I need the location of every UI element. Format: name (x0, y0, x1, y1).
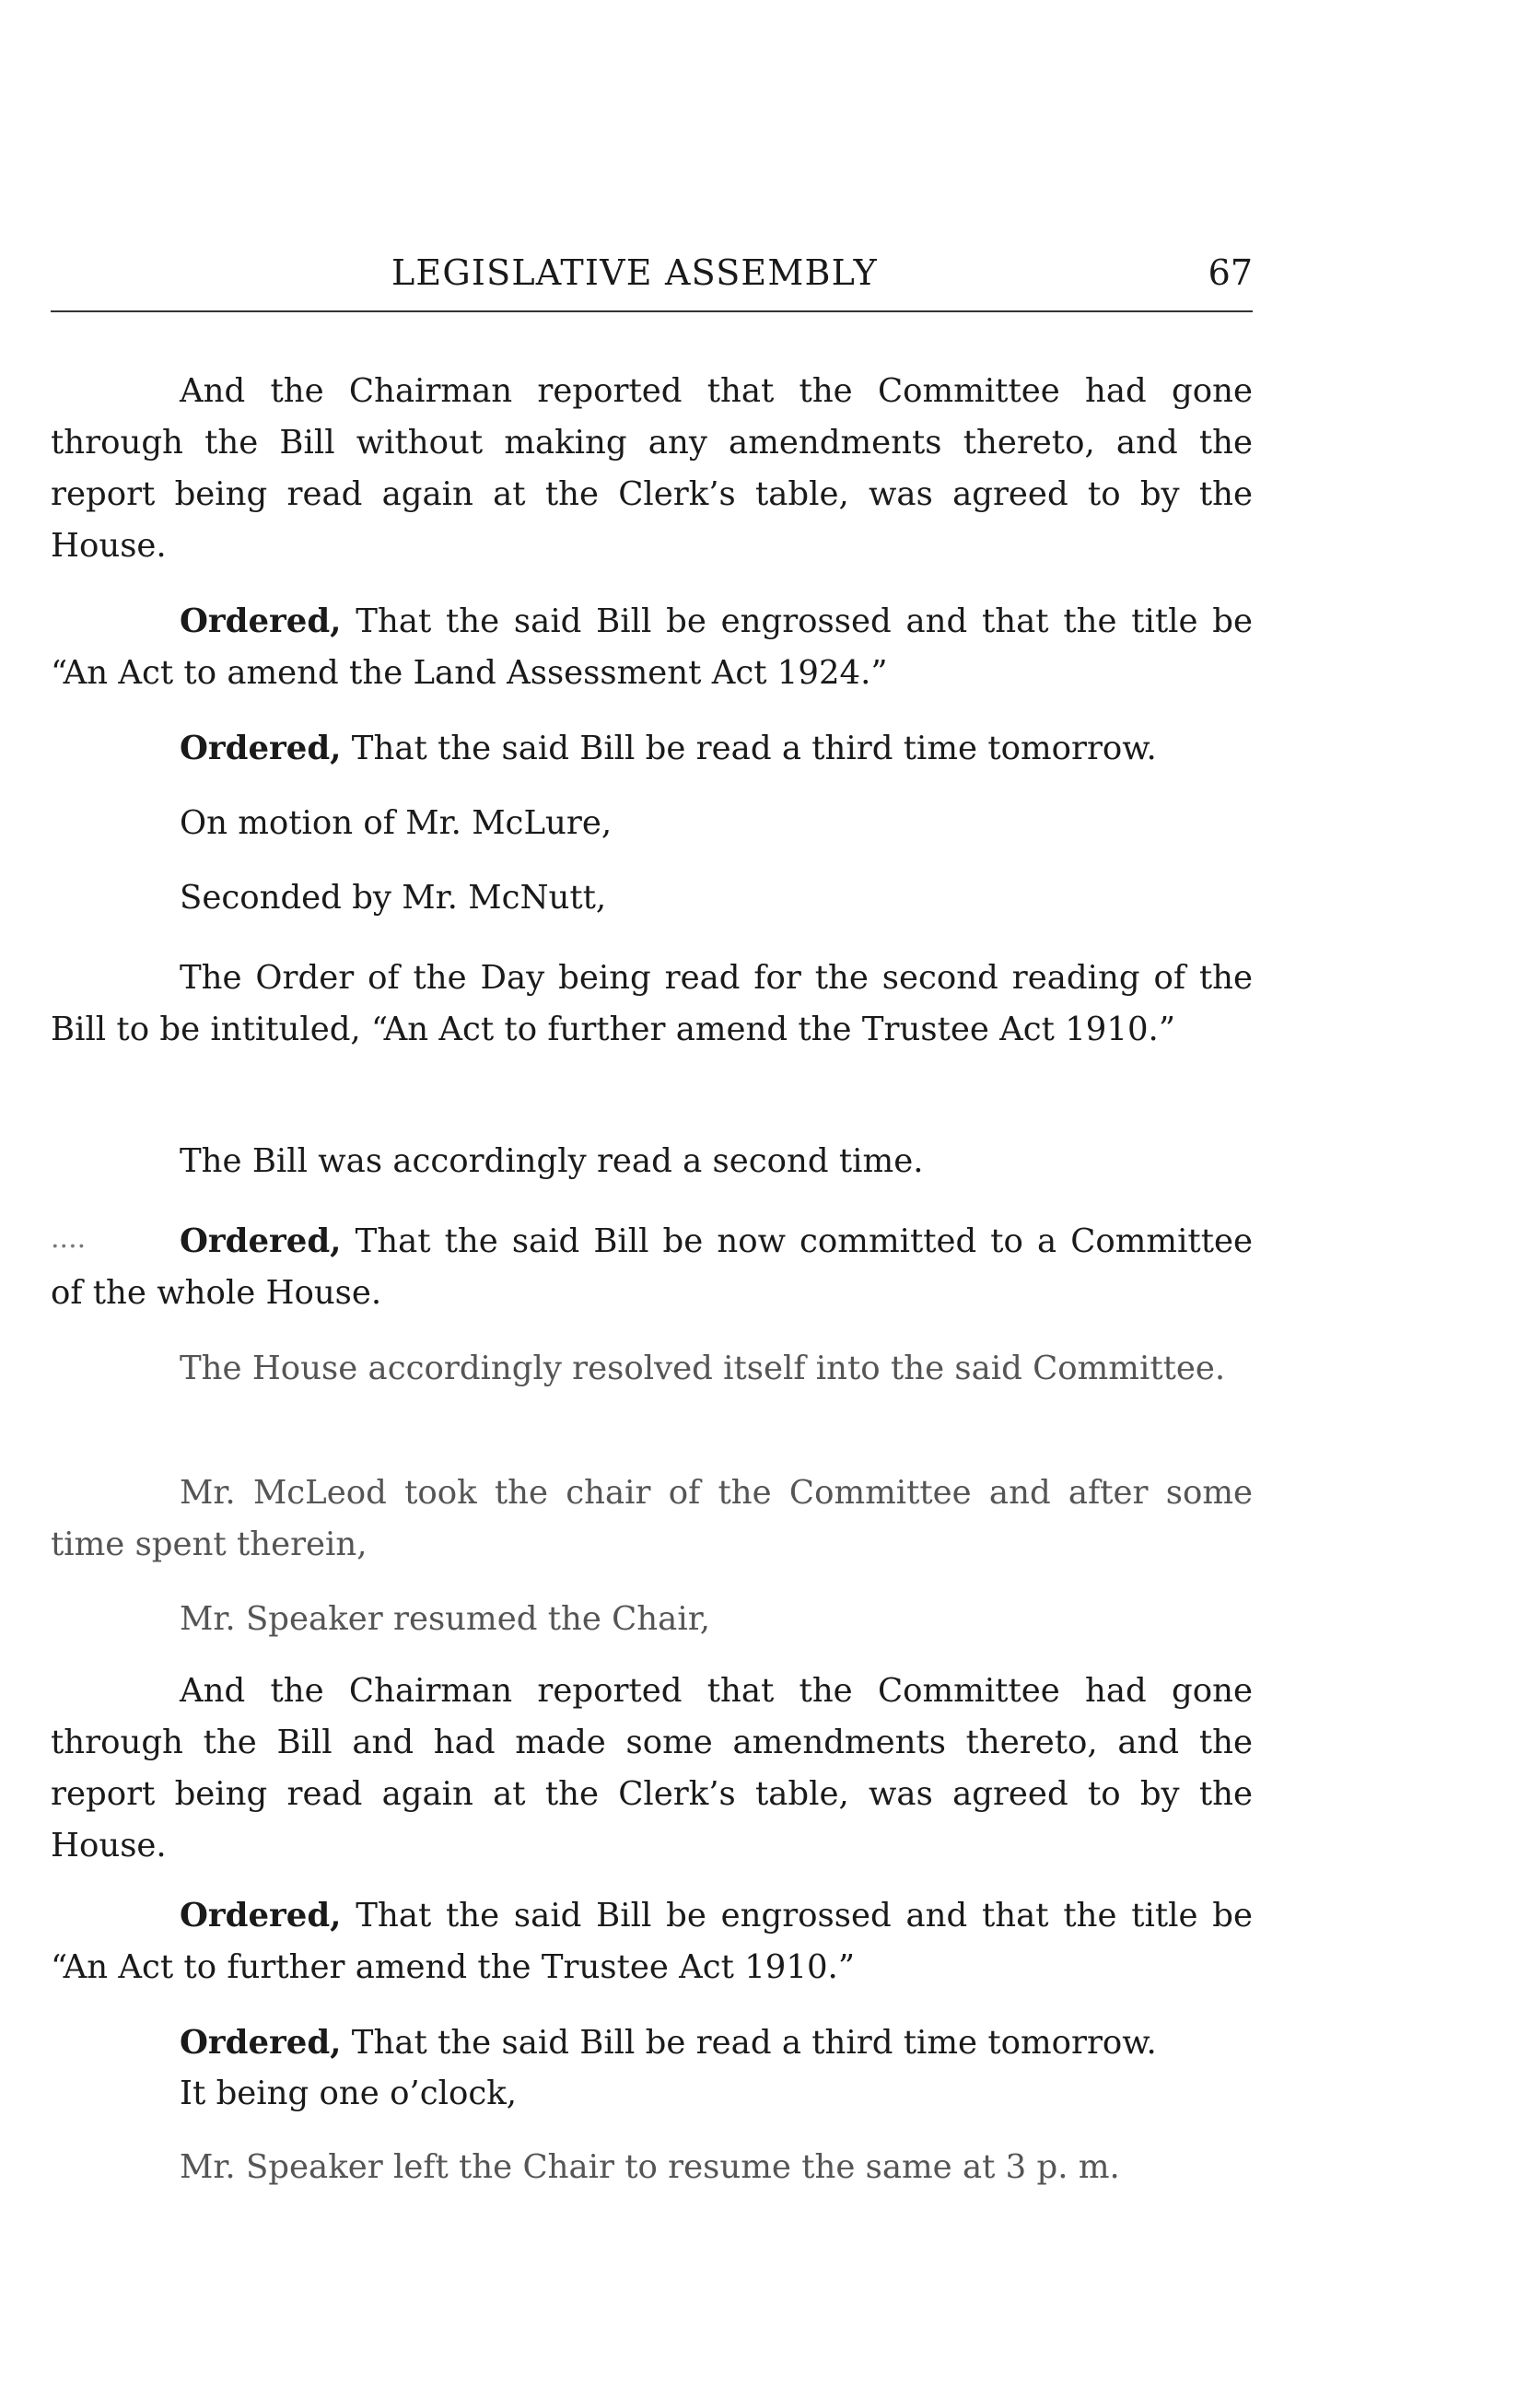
paragraph-10 (51, 1467, 1253, 1571)
paragraph-text: That the said Bill be engrossed and that the title be “An Act to further amend the Trustee Act 1910.” (51, 1897, 1253, 1986)
ordered-lead: Ordered, (180, 1897, 342, 1935)
paragraph-14 (51, 2017, 1253, 2069)
paragraph-8 (51, 1216, 1253, 1319)
paragraph-9 (51, 1343, 1253, 1395)
document-page (51, 0, 1253, 2408)
paragraph-16 (51, 2142, 1253, 2193)
ordered-lead: Ordered, (180, 2024, 342, 2062)
paragraph-text: That the said Bill be read a third time tomorrow. (341, 730, 1157, 767)
paragraph-12 (51, 1666, 1253, 1872)
paragraph-text: That the said Bill be read a third time tomorrow. (341, 2024, 1157, 2062)
paragraph-text: The Order of the Day being read for the second reading of the Bill to be intituled, “An Act to further amend the Trustee Act 1910.” (51, 959, 1253, 1048)
page-header (51, 245, 1253, 310)
paragraph-text: On motion of Mr. McLure, (180, 804, 613, 842)
paragraph-text: Seconded by Mr. McNutt, (180, 879, 607, 917)
paragraph-11 (51, 1594, 1253, 1645)
paragraph-text: Mr. McLeod took the chair of the Committee and after some time spent therein, (51, 1474, 1253, 1563)
paragraph-text: The House accordingly resolved itself into the said Committee. (180, 1350, 1226, 1387)
paragraph-6 (51, 953, 1253, 1056)
ordered-lead: Ordered, (180, 1222, 342, 1260)
paragraph-text: Mr. Speaker resumed the Chair, (180, 1600, 711, 1638)
paragraph-text: It being one o’clock, (180, 2075, 518, 2112)
paragraph-text: And the Chairman reported that the Committee had gone through the Bill without making any amendments thereto, and the report being read again at the Clerk’s table, was agreed to by the House. (51, 372, 1253, 565)
paragraph-15 (51, 2068, 1253, 2120)
margin-mark: .... (51, 1222, 87, 1255)
page-number: 67 (1208, 252, 1253, 293)
paragraph-4 (51, 798, 1253, 849)
paragraph-text: That the said Bill be now committed to a Committee of the whole House. (51, 1222, 1253, 1312)
paragraph-7 (51, 1136, 1253, 1187)
header-rule (51, 310, 1253, 312)
paragraph-text: And the Chairman reported that the Committee had gone through the Bill and had made some amendments thereto, and the report being read again at the Clerk’s table, was agreed to by the House. (51, 1672, 1253, 1864)
paragraph-1 (51, 366, 1253, 572)
paragraph-text: That the said Bill be engrossed and that the title be “An Act to amend the Land Assessment Act 1924.” (51, 602, 1253, 692)
paragraph-5 (51, 872, 1253, 924)
paragraph-3 (51, 723, 1253, 775)
paragraph-2 (51, 596, 1253, 699)
paragraph-text: The Bill was accordingly read a second time. (180, 1142, 924, 1180)
paragraph-13 (51, 1890, 1253, 1993)
paragraph-text: Mr. Speaker left the Chair to resume the same at 3 p. m. (180, 2148, 1120, 2186)
running-title: LEGISLATIVE ASSEMBLY (391, 252, 878, 293)
ordered-lead: Ordered, (180, 602, 342, 640)
ordered-lead: Ordered, (180, 730, 342, 767)
